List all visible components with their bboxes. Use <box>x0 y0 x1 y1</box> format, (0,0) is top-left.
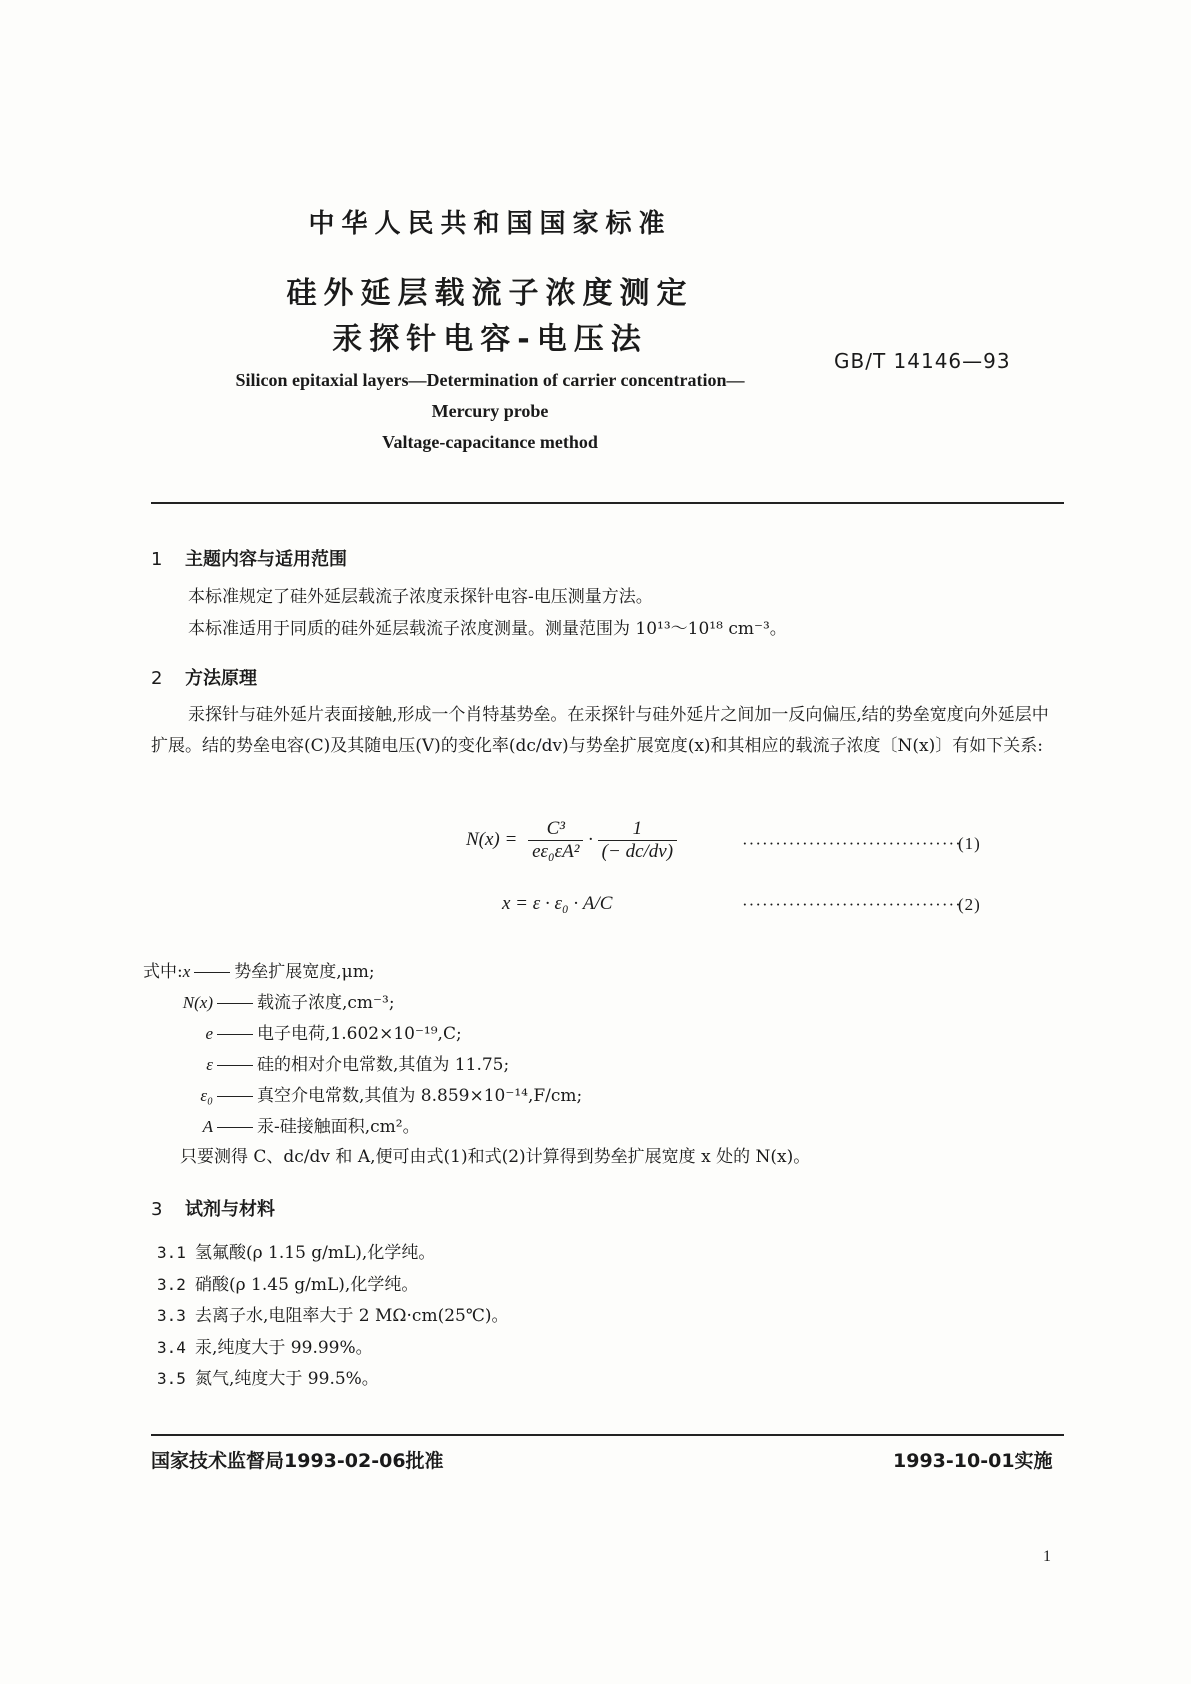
formula-1-lhs: N(x) = <box>466 828 518 850</box>
english-title-line-3: Valtage-capacitance method <box>382 432 598 452</box>
section-2-title: 方法原理 <box>185 668 257 689</box>
list-item-text: 汞,纯度大于 99.99%。 <box>195 1338 373 1358</box>
list-item <box>157 1364 379 1389</box>
section-3-heading <box>151 1195 275 1221</box>
header-divider <box>151 502 1064 504</box>
list-item-number: 3.3 <box>157 1306 186 1325</box>
definition-desc: 真空介电常数,其值为 8.859×10⁻¹⁴,F/cm; <box>257 1086 583 1106</box>
definition-desc: 载流子浓度,cm⁻³; <box>257 993 395 1013</box>
list-item <box>157 1301 509 1326</box>
formula-1-dot: · <box>588 828 593 850</box>
section-2-number: 2 <box>151 668 163 689</box>
formula-1-frac2-numerator: 1 <box>598 818 677 841</box>
country-standard-heading: 中华人民共和国国家标准 <box>308 209 672 239</box>
title-line-1: 硅外延层载流子浓度测定 <box>286 276 694 311</box>
formula-1-fraction-1 <box>528 818 583 863</box>
definition-symbol: ε <box>206 1055 213 1074</box>
definition-row <box>143 957 375 982</box>
list-item <box>157 1238 435 1263</box>
definition-symbol: A <box>202 1117 213 1136</box>
list-item-number: 3.5 <box>157 1369 186 1388</box>
list-item-text: 氮气,纯度大于 99.5%。 <box>195 1369 379 1389</box>
definition-row <box>143 1081 582 1106</box>
definition-dash <box>217 1003 253 1004</box>
section-1-heading <box>151 545 347 571</box>
list-item-number: 3.4 <box>157 1338 186 1357</box>
standard-number: GB/T 14146—93 <box>834 349 1011 373</box>
list-item-text: 硝酸(ρ 1.45 g/mL),化学纯。 <box>195 1275 419 1295</box>
title-line-2: 汞探针电容-电压法 <box>332 322 648 357</box>
section-3-number: 3 <box>151 1199 163 1220</box>
section-2-heading <box>151 664 257 690</box>
section-1-para-2: 本标准适用于同质的硅外延层载流子浓度测量。测量范围为 10¹³～10¹⁸ cm⁻³。 <box>188 619 787 639</box>
formula-1-leader: ································· <box>742 834 962 853</box>
section-2-paragraph: 汞探针与硅外延片表面接触,形成一个肖特基势垒。在汞探针与硅外延片之间加一反向偏压,结的势垒宽度向外延层中扩展。结的势垒电容(C)及其随电压(V)的变化率(dc/dv)与势垒扩展宽度(x)和其相应的载流子浓度〔N(x)〕有如下关系: <box>151 705 1049 756</box>
formula-1 <box>466 818 677 863</box>
list-item-text: 去离子水,电阻率大于 2 MΩ·cm(25℃)。 <box>195 1306 509 1326</box>
definition-desc: 电子电荷,1.602×10⁻¹⁹,C; <box>257 1024 462 1044</box>
formula-1-frac1-denominator: eε₀εA² <box>532 841 580 862</box>
section-3-title: 试剂与材料 <box>185 1199 275 1220</box>
section-1-title: 主题内容与适用范围 <box>185 549 347 570</box>
definition-row <box>143 1019 462 1044</box>
definition-dash <box>217 1096 253 1097</box>
formula-2-label: (2) <box>958 895 981 914</box>
definition-dash <box>217 1127 253 1128</box>
definition-dash <box>194 972 230 973</box>
definition-symbol: N(x) <box>182 993 213 1012</box>
list-item-number: 3.2 <box>157 1275 186 1294</box>
definition-prefix: 式中: <box>143 962 183 982</box>
formula-1-frac2-denominator: (− dc/dv) <box>601 841 674 862</box>
definition-desc: 汞-硅接触面积,cm²。 <box>257 1117 420 1137</box>
definition-dash <box>217 1034 253 1035</box>
section-2-conclusion: 只要测得 C、dc/dv 和 A,便可由式(1)和式(2)计算得到势垒扩展宽度 x 处的 N(x)。 <box>180 1147 811 1167</box>
english-title-line-2: Mercury probe <box>431 401 549 421</box>
section-1-number: 1 <box>151 549 163 570</box>
definition-row <box>143 988 395 1013</box>
footer-divider <box>151 1434 1064 1436</box>
definition-desc: 势垒扩展宽度,μm; <box>234 962 375 982</box>
english-title-line-1: Silicon epitaxial layers—Determination of carrier concentration— <box>235 370 745 390</box>
definition-row <box>143 1112 420 1137</box>
definition-desc: 硅的相对介电常数,其值为 11.75; <box>257 1055 510 1075</box>
list-item-number: 3.1 <box>157 1243 186 1262</box>
approval-date: 国家技术监督局1993-02-06批准 <box>151 1450 444 1472</box>
formula-2: x = ε · ε₀ · A/C <box>502 893 613 914</box>
list-item <box>157 1270 418 1295</box>
definition-symbol: x <box>182 962 191 981</box>
implementation-date: 1993-10-01实施 <box>893 1450 1053 1472</box>
definition-dash <box>217 1065 253 1066</box>
formula-1-frac1-numerator: C³ <box>528 818 583 841</box>
definition-symbol: ε₀ <box>200 1086 213 1105</box>
list-item-text: 氢氟酸(ρ 1.15 g/mL),化学纯。 <box>195 1243 436 1263</box>
formula-1-fraction-2 <box>598 818 677 863</box>
list-item <box>157 1333 373 1358</box>
page-number: 1 <box>1043 1548 1051 1565</box>
section-1-para-1: 本标准规定了硅外延层载流子浓度汞探针电容-电压测量方法。 <box>188 587 653 607</box>
definition-symbol: e <box>205 1024 213 1043</box>
formula-2-leader: ································· <box>742 895 962 914</box>
definition-row <box>143 1050 509 1075</box>
formula-1-label: (1) <box>958 834 981 853</box>
